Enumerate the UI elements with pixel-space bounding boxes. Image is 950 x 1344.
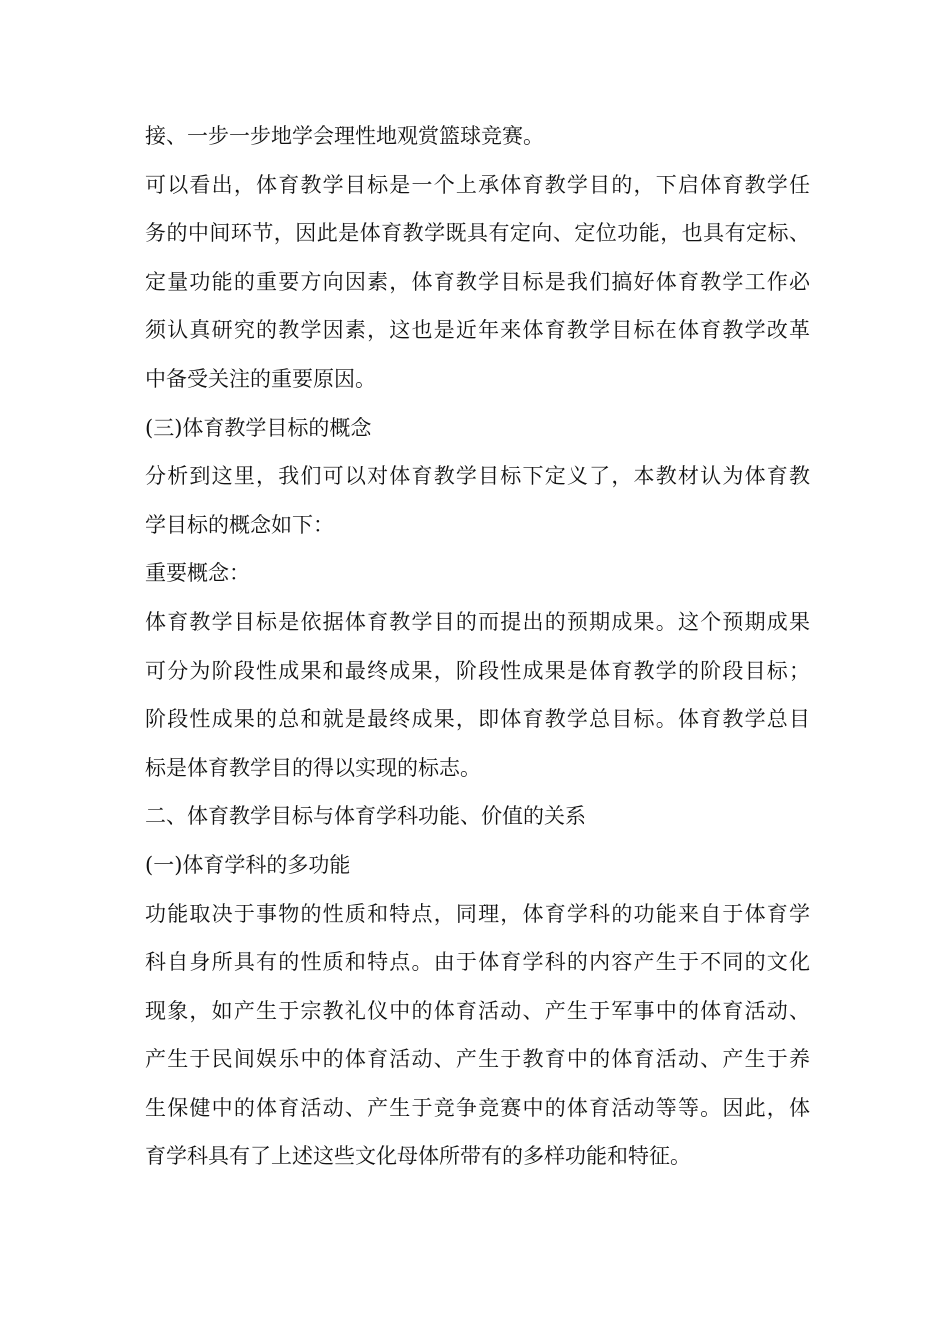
text-line: 须认真研究的教学因素，这也是近年来体育教学目标在体育教学改革	[145, 318, 810, 343]
text-line: 二、体育教学目标与体育学科功能、价值的关系	[145, 804, 586, 829]
text-line: (一)体育学科的多功能	[145, 852, 351, 877]
text-line: (三)体育教学目标的概念	[145, 415, 372, 440]
text-line: 学目标的概念如下：	[145, 512, 334, 537]
text-line: 科自身所具有的性质和特点。由于体育学科的内容产生于不同的文化	[145, 950, 810, 975]
text-line: 功能取决于事物的性质和特点，同理，体育学科的功能来自于体育学	[145, 901, 810, 926]
text-line: 产生于民间娱乐中的体育活动、产生于教育中的体育活动、产生于养	[145, 1047, 810, 1072]
text-line: 体育教学目标是依据体育教学目的而提出的预期成果。这个预期成果	[145, 609, 810, 634]
text-line: 阶段性成果的总和就是最终成果，即体育教学总目标。体育教学总目	[145, 707, 810, 732]
text-line: 育学科具有了上述这些文化母体所带有的多样功能和特征。	[145, 1144, 691, 1169]
text-line: 可以看出，体育教学目标是一个上承体育教学目的，下启体育教学任	[145, 172, 810, 197]
text-line: 接、一步一步地学会理性地观赏篮球竞赛。	[145, 124, 544, 148]
text-line: 生保健中的体育活动、产生于竞争竞赛中的体育活动等等。因此，体	[145, 1095, 810, 1120]
text-line: 标是体育教学目的得以实现的标志。	[145, 755, 481, 780]
document-body	[145, 112, 810, 1181]
text-line: 可分为阶段性成果和最终成果，阶段性成果是体育教学的阶段目标；	[145, 658, 810, 683]
text-line: 中备受关注的重要原因。	[145, 366, 376, 391]
text-line: 重要概念：	[145, 561, 250, 586]
text-line: 定量功能的重要方向因素，体育教学目标是我们搞好体育教学工作必	[145, 269, 810, 294]
text-line: 现象，如产生于宗教礼仪中的体育活动、产生于军事中的体育活动、	[145, 998, 810, 1023]
text-line: 分析到这里，我们可以对体育教学目标下定义了，本教材认为体育教	[145, 464, 810, 489]
text-line: 务的中间环节，因此是体育教学既具有定向、定位功能，也具有定标、	[145, 221, 810, 246]
